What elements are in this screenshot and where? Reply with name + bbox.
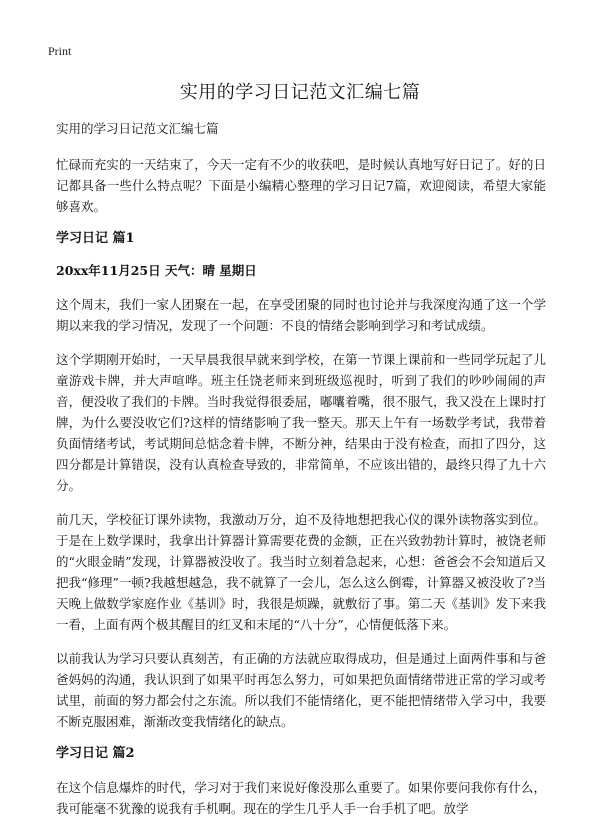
- section-heading-1: 学习日记 篇1: [56, 231, 135, 246]
- section-heading-2: 学习日记 篇2: [56, 746, 135, 761]
- intro-paragraph: 忙碌而充实的一天结束了，今天一定有不少的收获吧，是时候认真地写好日记了。好的日记都具备一些什么特点呢？下面是小编精心整理的学习日记7篇，欢迎阅读，希望大家能够喜欢。: [56, 157, 546, 214]
- article-body: [56, 120, 546, 832]
- diary-dateline: 20xx年11月25日 天气：晴 星期日: [56, 263, 257, 278]
- section1-paragraph-1: 这个周末，我们一家人团聚在一起，在享受团聚的同时也讨论并与我深度沟通了这一个学期以来我的学习情况，发现了一个问题：不良的情绪会影响到学习和考试成绩。: [56, 297, 546, 333]
- section1-paragraph-3: 前几天，学校征订课外读物，我激动万分，迫不及待地想把我心仪的课外读物落实到位。于是在上数学课时，我拿出计算器计算需要花费的金额，正在兴致勃勃计算时，被饶老师的“火眼金睛”发现，计算器被没收了。我当时立刻着急起来，心想：爸爸会不会知道后又把我“修理”一顿?我越想越急，我不就算了一会儿，怎么这么倒霉，计算器又被没收了?当天晚上做数学家庭作业《基训》时，我很是烦躁，就敷衍了事。第二天《基训》发下来我一看，上面有两个极其醒目的红叉和末尾的“八十分”，心情便低落下来。: [56, 512, 546, 632]
- page-title: 实用的学习日记范文汇编七篇: [179, 82, 421, 103]
- article-subtitle: 实用的学习日记范文汇编七篇: [56, 121, 219, 136]
- section1-paragraph-2: 这个学期刚开始时，一天早晨我很早就来到学校，在第一节课上课前和一些同学玩起了儿童游戏卡牌，并大声喧哗。班主任饶老师来到班级巡视时，听到了我们的吵吵闹闹的声音，便没收了我们的卡牌。当时我觉得很委屈，嘟囔着嘴，很不服气，我又没在上课时打牌，为什么要没收它们?这样的情绪影响了我一整天。那天上午有一场数学考试，我带着负面情绪考试，考试期间总惦念着卡牌，不断分神，结果由于没有检查，而扣了四分，这四分都是计算错误，没有认真检查导致的，非常简单，不应该出错的，最终只得了九十六分。: [56, 352, 546, 493]
- section1-paragraph-4: 以前我认为学习只要认真刻苦，有正确的方法就应取得成功，但是通过上面两件事和与爸爸妈妈的沟通，我认识到了如果平时再怎么努力，可如果把负面情绪带进正常的学习或考试里，前面的努力都会付之东流。所以我们不能情绪化，更不能把情绪带入学习中，我要不断克服困难，渐渐改变我情绪化的缺点。: [56, 651, 546, 729]
- section2-paragraph-1: 在这个信息爆炸的时代，学习对于我们来说好像没那么重要了。如果你要问我你有什么，我可能毫不犹豫的说我有手机啊。现在的学生几乎人手一台手机了吧。放学: [56, 780, 546, 816]
- print-link[interactable]: Print: [48, 44, 72, 58]
